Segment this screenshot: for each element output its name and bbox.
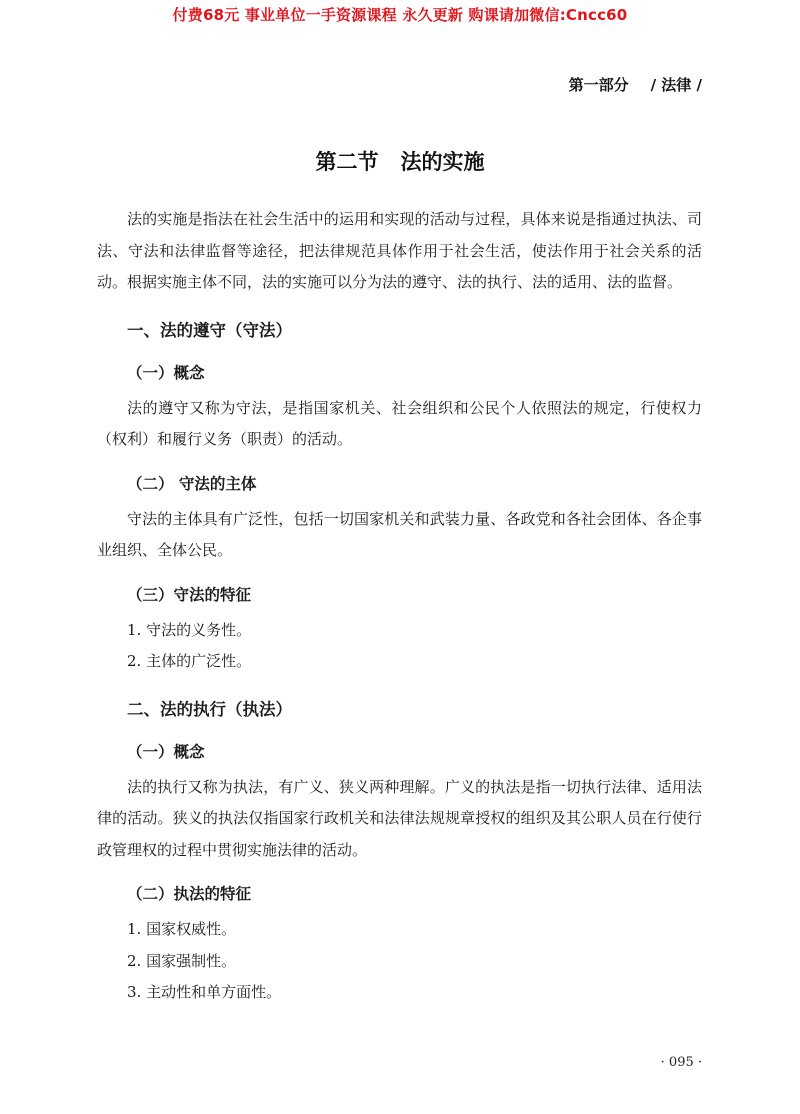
body-paragraph: 守法的主体具有广泛性，包括一切国家机关和武装力量、各政党和各社会团体、各企事业组织、全体公民。 [97, 509, 702, 559]
section-name: 法的实施 [400, 149, 485, 174]
body-paragraph: 法的遵守又称为守法，是指国家机关、社会组织和公民个人依照法的规定，行使权力（权利）和履行义务（职责）的活动。 [97, 398, 702, 448]
subsection-heading: （三）守法的特征 [127, 584, 252, 604]
list-item: 2. 国家强制性。 [127, 951, 237, 970]
list-item: 1. 守法的义务性。 [127, 620, 252, 639]
page-title [0, 146, 800, 176]
section-number: 第二节 [315, 149, 379, 174]
subsection-heading: （二） 守法的主体 [127, 473, 257, 493]
running-header [569, 74, 702, 95]
subsection-heading: （一）概念 [127, 741, 205, 761]
body-paragraph: 法的执行又称为执法，有广义、狭义两种理解。广义的执法是指一切执行法律、适用法律的活动。狭义的执法仅指国家行政机关和法律法规规章授权的组织及其公职人员在行使行政管理权的过程中贯彻实施法律的活动。 [97, 777, 702, 859]
page-number: · 095 · [660, 1055, 702, 1070]
subsection-heading: （二）执法的特征 [127, 884, 252, 903]
section-heading: 二、法的执行（执法） [127, 699, 292, 719]
section-heading: 一、法的遵守（守法） [127, 320, 292, 340]
list-item: 1. 国家权威性。 [127, 920, 237, 938]
list-item: 3. 主动性和单方面性。 [127, 983, 282, 1001]
subsection-heading: （一）概念 [127, 362, 205, 382]
header-subject: / 法律 / [650, 76, 702, 94]
header-part: 第一部分 [568, 76, 629, 94]
list-item: 2. 主体的广泛性。 [127, 652, 252, 670]
main-content [97, 204, 702, 1009]
watermark-banner: 付费68元 事业单位一手资源课程 永久更新 购课请加微信:Cncc60 [172, 6, 628, 24]
intro-paragraph: 法的实施是指法在社会生活中的运用和实现的活动与过程，具体来说是指通过执法、司法、守法和法律监督等途径，把法律规范具体作用于社会生活，使法作用于社会关系的活动。根据实施主体不同，法的实施可以分为法的遵守、法的执行、法的适用、法的监督。 [97, 210, 702, 291]
